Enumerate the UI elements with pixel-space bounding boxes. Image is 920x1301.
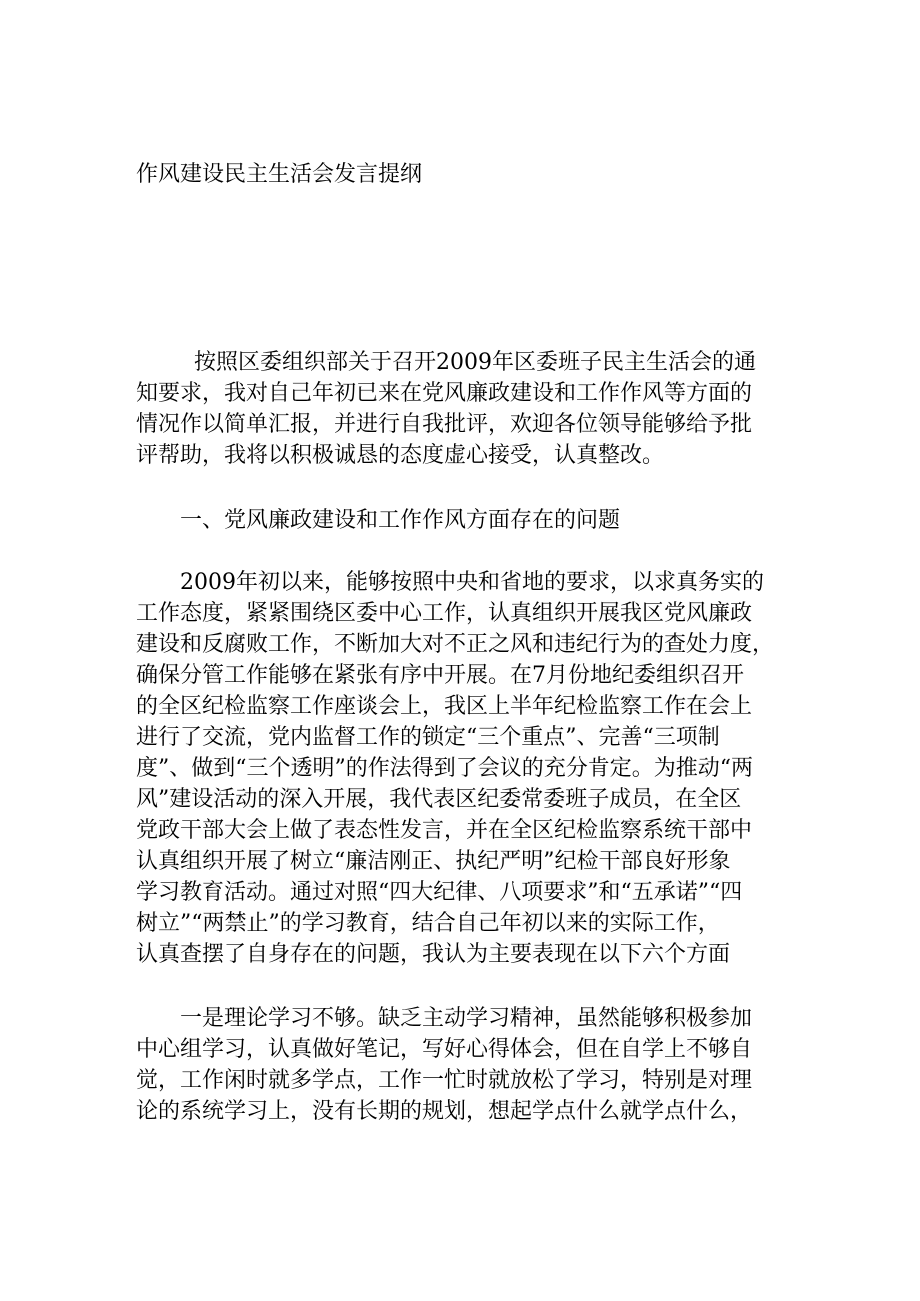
paragraph1-line-9: 党政干部大会上做了表态性发言，并在全区纪检监察系统干部中 <box>136 818 753 843</box>
intro-line-1: 按照区委组织部关于召开2009年区委班子民主生活会的通 <box>194 350 756 375</box>
paragraph1-line-10: 认真组织开展了树立“廉洁刚正、执纪严明”纪检干部良好形象 <box>136 849 731 874</box>
intro-line-2: 知要求，我对自己年初已来在党风廉政建设和工作作风等方面的 <box>136 381 753 406</box>
document-title: 作风建设民主生活会发言提纲 <box>136 162 423 187</box>
paragraph1-line-6: 进行了交流，党内监督工作的锁定“三个重点”、完善“三项制 <box>136 725 720 750</box>
paragraph1-line-13: 认真查摆了自身存在的问题，我认为主要表现在以下六个方面 <box>136 942 731 967</box>
paragraph1-line-1: 2009年初以来，能够按照中央和省地的要求，以求真务实的 <box>180 570 764 595</box>
paragraph1-line-12: 树立”“两禁止”的学习教育，结合自己年初以来的实际工作， <box>136 911 720 936</box>
paragraph2-line-3: 觉，工作闲时就多学点，工作一忙时就放松了学习，特别是对理 <box>136 1068 753 1093</box>
paragraph2-line-4: 论的系统学习上，没有长期的规划，想起学点什么就学点什么， <box>136 1099 753 1124</box>
paragraph1-line-2: 工作态度，紧紧围绕区委中心工作，认真组织开展我区党风廉政 <box>136 601 753 626</box>
section-heading: 一、党风廉政建设和工作作风方面存在的问题 <box>180 508 621 533</box>
paragraph1-line-7: 度”、做到“三个透明”的作法得到了会议的充分肯定。为推动“两 <box>136 756 753 781</box>
intro-line-3: 情况作以简单汇报，并进行自我批评，欢迎各位领导能够给予批 <box>136 412 753 437</box>
paragraph1-line-11: 学习教育活动。通过对照“四大纪律、八项要求”和“五承诺”“四 <box>136 880 743 905</box>
intro-line-4: 评帮助，我将以积极诚恳的态度虚心接受，认真整改。 <box>136 443 665 468</box>
paragraph1-line-4: 确保分管工作能够在紧张有序中开展。在7月份地纪委组织召开 <box>136 663 744 688</box>
paragraph2-line-1: 一是理论学习不够。缺乏主动学习精神，虽然能够积极参加 <box>180 1006 753 1031</box>
paragraph1-line-3: 建设和反腐败工作，不断加大对不正之风和违纪行为的查处力度， <box>136 632 775 657</box>
paragraph2-line-2: 中心组学习，认真做好笔记，写好心得体会，但在自学上不够自 <box>136 1037 753 1062</box>
paragraph1-line-8: 风”建设活动的深入开展，我代表区纪委常委班子成员，在全区 <box>136 787 742 812</box>
paragraph1-line-5: 的全区纪检监察工作座谈会上，我区上半年纪检监察工作在会上 <box>136 694 753 719</box>
